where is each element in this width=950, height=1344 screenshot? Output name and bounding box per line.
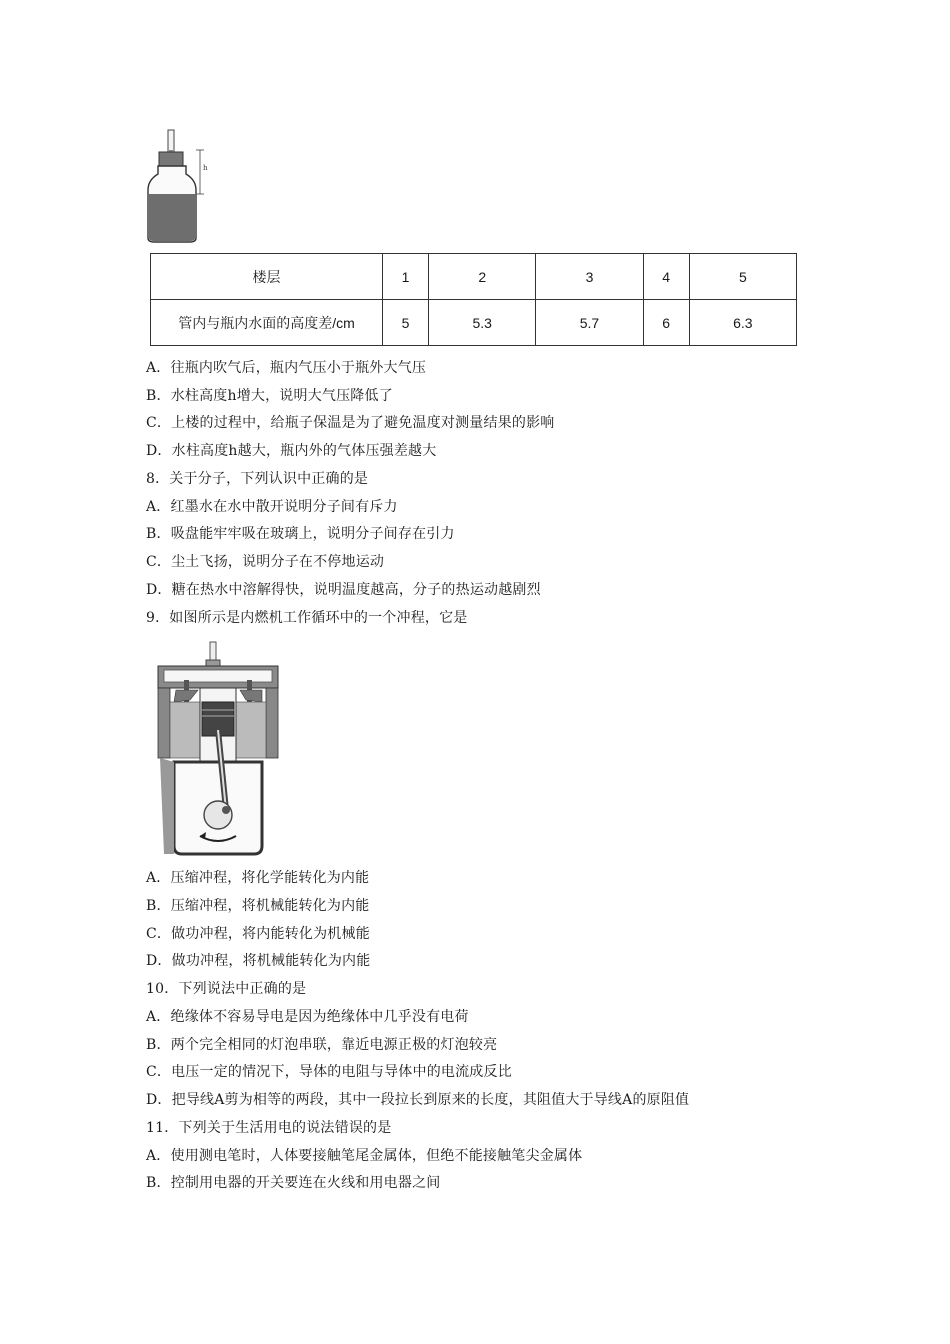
q8-option-d: D．糖在热水中溶解得快，说明温度越高，分子的热运动越剧烈 xyxy=(146,582,541,598)
h-label: h xyxy=(203,164,208,172)
q8-option-a: A．红墨水在水中散开说明分子间有斥力 xyxy=(146,499,398,515)
q11-option-a: A．使用测电笔时，人体要接触笔尾金属体，但绝不能接触笔尖金属体 xyxy=(146,1148,583,1164)
table-header-floor: 楼层 xyxy=(151,254,383,300)
q11-option-b: B．控制用电器的开关要连在火线和用电器之间 xyxy=(146,1175,441,1191)
table-cell: 5.7 xyxy=(536,300,643,346)
table-header-height-diff: 管内与瓶内水面的高度差/cm xyxy=(151,300,383,346)
q7-option-d: D．水柱高度h越大，瓶内外的气体压强差越大 xyxy=(146,443,437,459)
q10-option-c: C．电压一定的情况下，导体的电阻与导体中的电流成反比 xyxy=(146,1064,512,1080)
q10-stem: 10．下列说法中正确的是 xyxy=(146,981,307,997)
q10-option-b: B．两个完全相同的灯泡串联，靠近电源正极的灯泡较亮 xyxy=(146,1037,498,1053)
q8-option-c: C．尘土飞扬，说明分子在不停地运动 xyxy=(146,554,385,570)
q10-option-a: A．绝缘体不容易导电是因为绝缘体中几乎没有电荷 xyxy=(146,1009,469,1025)
table-cell: 6.3 xyxy=(689,300,796,346)
q10-option-d: D．把导线A剪为相等的两段，其中一段拉长到原来的长度，其阻值大于导线A的原阻值 xyxy=(146,1092,690,1108)
bottle-stopper xyxy=(159,152,183,166)
q9-option-b: B．压缩冲程，将机械能转化为内能 xyxy=(146,898,370,914)
table-cell: 4 xyxy=(643,254,689,300)
table-cell: 1 xyxy=(383,254,429,300)
table-cell: 5 xyxy=(689,254,796,300)
q8-option-b: B．吸盘能牢牢吸在玻璃上，说明分子间存在引力 xyxy=(146,526,455,542)
bottle-water xyxy=(149,194,195,241)
q7-option-a: A．往瓶内吹气后，瓶内气压小于瓶外大气压 xyxy=(146,360,427,376)
table-cell: 2 xyxy=(429,254,536,300)
q9-option-d: D．做功冲程，将机械能转化为内能 xyxy=(146,953,371,969)
q9-stem: 9．如图所示是内燃机工作循环中的一个冲程，它是 xyxy=(146,610,468,626)
q8-stem: 8．关于分子，下列认识中正确的是 xyxy=(146,471,369,487)
q9-option-a: A．压缩冲程，将化学能转化为内能 xyxy=(146,870,370,886)
q7-option-b: B．水柱高度h增大，说明大气压降低了 xyxy=(146,388,393,404)
table-row xyxy=(151,254,797,300)
table-cell: 3 xyxy=(536,254,643,300)
crankshaft xyxy=(204,801,232,829)
internal-combustion-engine-figure xyxy=(144,640,290,858)
q7-option-c: C．上楼的过程中，给瓶子保温是为了避免温度对测量结果的影响 xyxy=(146,415,555,431)
table-row xyxy=(151,300,797,346)
height-difference-table xyxy=(150,253,797,346)
table-cell: 5 xyxy=(383,300,429,346)
bottle-barometer-figure xyxy=(144,128,216,244)
table-cell: 5.3 xyxy=(429,300,536,346)
q9-option-c: C．做功冲程，将内能转化为机械能 xyxy=(146,926,370,942)
q11-stem: 11．下列关于生活用电的说法错误的是 xyxy=(146,1120,392,1136)
table-cell: 6 xyxy=(643,300,689,346)
